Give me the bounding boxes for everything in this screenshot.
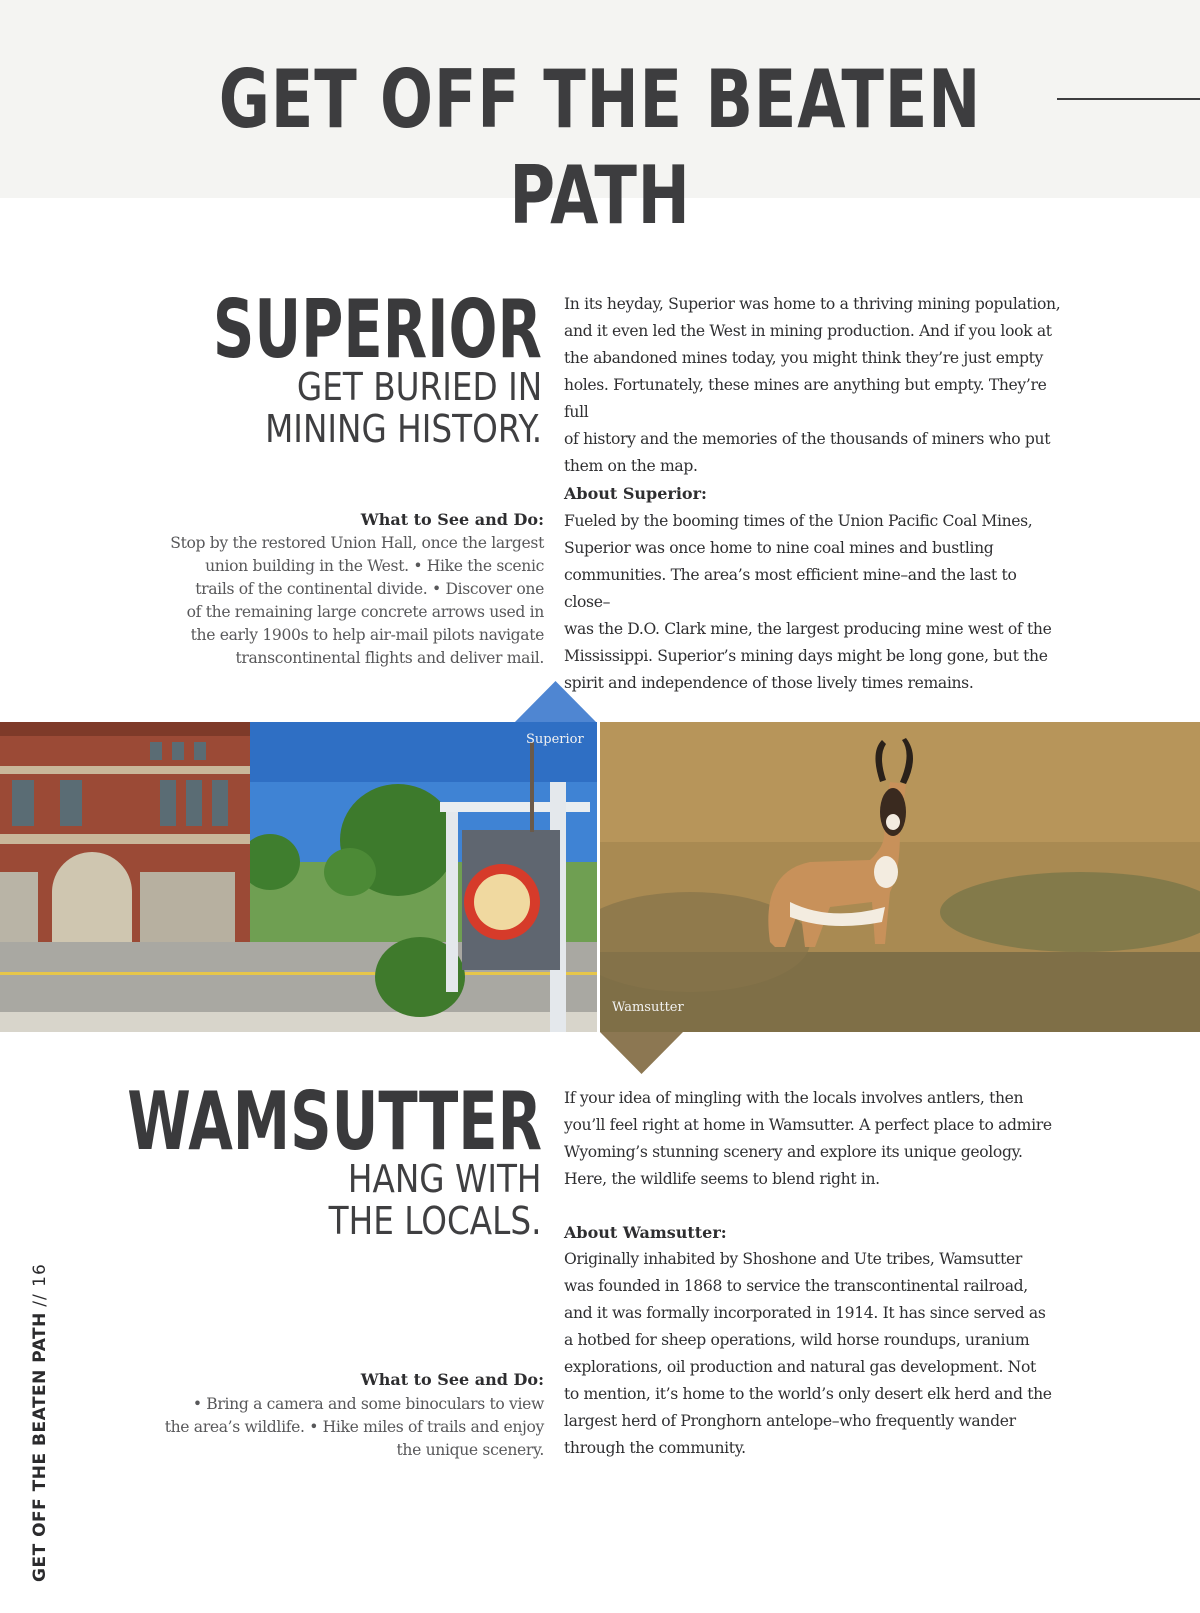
superior-intro-line: the abandoned mines today, you might think they’re just empty <box>564 349 1044 367</box>
superior-intro-line: them on the map. <box>564 457 698 475</box>
superior-tagline-line-1: GET BURIED IN <box>296 365 542 409</box>
title-rule <box>1057 98 1200 100</box>
about-wamsutter-line: and it was formally incorporated in 1914. It has since served as <box>564 1304 1046 1322</box>
about-superior-line: spirit and independence of those lively times remains. <box>564 674 974 692</box>
superior-see-do-line: union building in the West. • Hike the scenic <box>205 557 544 575</box>
about-superior-heading: About Superior: <box>564 484 707 503</box>
superior-intro <box>564 291 1064 480</box>
superior-title: SUPERIOR <box>213 283 542 376</box>
wamsutter-intro-line: If your idea of mingling with the locals involves antlers, then <box>564 1089 1024 1107</box>
about-superior-line: Superior was once home to nine coal mines and bustling <box>564 539 994 557</box>
superior-see-do-line: the early 1900s to help air-mail pilots navigate <box>190 626 544 644</box>
superior-photo <box>0 722 597 1032</box>
wamsutter-intro-line: you’ll feel right at home in Wamsutter. A perfect place to admire <box>564 1116 1052 1134</box>
about-superior-line: Mississippi. Superior’s mining days might be long gone, but the <box>564 647 1048 665</box>
about-wamsutter-line: to mention, it’s home to the world’s only desert elk herd and the <box>564 1385 1052 1403</box>
wamsutter-title: WAMSUTTER <box>127 1075 542 1168</box>
superior-see-do-heading: What to See and Do: <box>360 510 544 529</box>
about-wamsutter-line: explorations, oil production and natural gas development. Not <box>564 1358 1036 1376</box>
about-wamsutter-line: was founded in 1868 to service the transcontinental railroad, <box>564 1277 1028 1295</box>
wamsutter-photo <box>600 722 1200 1032</box>
wamsutter-see-do-heading: What to See and Do: <box>360 1370 544 1389</box>
wamsutter-see-do-line: the area’s wildlife. • Hike miles of trails and enjoy <box>164 1418 544 1436</box>
about-superior-line: Fueled by the booming times of the Union Pacific Coal Mines, <box>564 512 1033 530</box>
superior-see-do-text <box>164 532 544 670</box>
about-wamsutter-line: a hotbed for sheep operations, wild horse roundups, uranium <box>564 1331 1030 1349</box>
wamsutter-see-do-line: the unique scenery. <box>396 1441 544 1459</box>
superior-see-do-line: Stop by the restored Union Hall, once the largest <box>170 534 544 552</box>
superior-intro-line: and it even led the West in mining production. And if you look at <box>564 322 1052 340</box>
wamsutter-tagline-line-2: THE LOCALS. <box>329 1199 542 1243</box>
superior-intro-line: of history and the memories of the thousands of miners who put <box>564 430 1051 448</box>
superior-see-do-line: of the remaining large concrete arrows used in <box>186 603 544 621</box>
page-number: // 16 <box>30 1263 50 1307</box>
superior-intro-line: holes. Fortunately, these mines are anything but empty. They’re full <box>564 376 1047 421</box>
about-wamsutter-line: through the community. <box>564 1439 746 1457</box>
wamsutter-see-do-text <box>164 1393 544 1462</box>
about-wamsutter-heading: About Wamsutter: <box>564 1223 727 1242</box>
superior-tagline <box>265 366 542 450</box>
superior-photo-illustration <box>0 722 597 1032</box>
wamsutter-tagline-line-1: HANG WITH <box>348 1157 542 1201</box>
wamsutter-photo-pointer <box>600 1032 683 1074</box>
pronghorn-illustration <box>600 722 1200 1032</box>
page-title: GET OFF THE BEATEN PATH <box>218 53 982 242</box>
superior-tagline-line-2: MINING HISTORY. <box>264 407 542 451</box>
wamsutter-tagline <box>329 1158 542 1242</box>
wamsutter-photo-caption: Wamsutter <box>612 1000 684 1015</box>
wamsutter-intro-line: Here, the wildlife seems to blend right in. <box>564 1170 880 1188</box>
superior-photo-caption: Superior <box>526 732 584 747</box>
superior-see-do-line: trails of the continental divide. • Discover one <box>195 580 544 598</box>
page-folio <box>30 1263 50 1582</box>
wamsutter-intro-line: Wyoming’s stunning scenery and explore its unique geology. <box>564 1143 1023 1161</box>
about-superior-line: communities. The area’s most efficient mine–and the last to close– <box>564 566 1017 611</box>
wamsutter-see-do-line: • Bring a camera and some binoculars to view <box>192 1395 544 1413</box>
about-wamsutter-line: Originally inhabited by Shoshone and Ute tribes, Wamsutter <box>564 1250 1022 1268</box>
about-superior-line: was the D.O. Clark mine, the largest producing mine west of the <box>564 620 1052 638</box>
about-superior-text <box>564 508 1064 697</box>
about-wamsutter-line: largest herd of Pronghorn antelope–who frequently wander <box>564 1412 1016 1430</box>
wamsutter-intro <box>564 1085 1064 1193</box>
about-wamsutter-text <box>564 1246 1064 1462</box>
folio-label: GET OFF THE BEATEN PATH <box>30 1312 50 1582</box>
superior-intro-line: In its heyday, Superior was home to a thriving mining population, <box>564 295 1061 313</box>
superior-see-do-line: transcontinental flights and deliver mail. <box>235 649 544 667</box>
